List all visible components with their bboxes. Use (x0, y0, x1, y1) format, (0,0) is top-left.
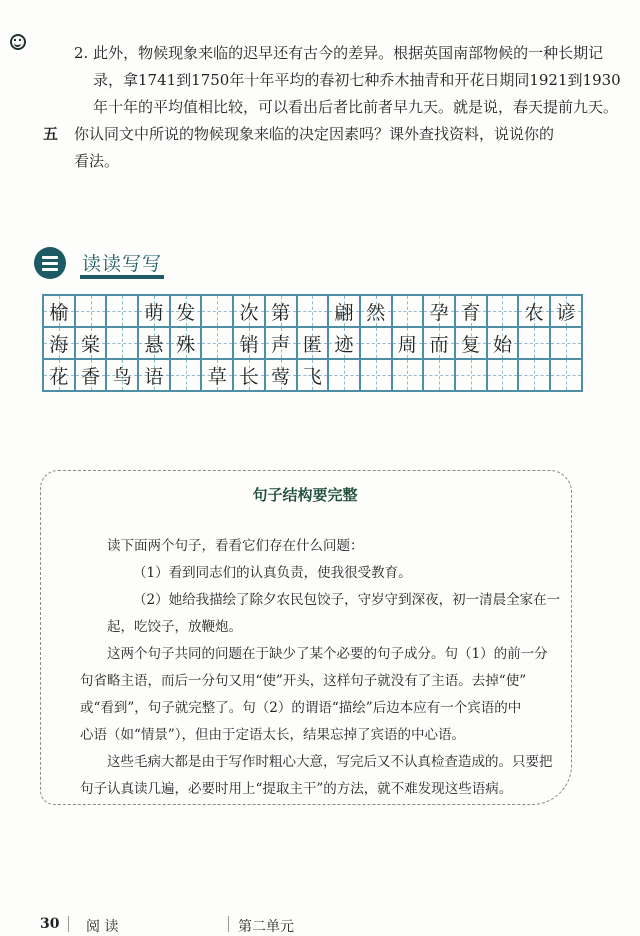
tip-line: 句子认真读几遍，必要时用上“提取主干”的方法，就不难发现这些语病。 (80, 781, 513, 797)
grid-cell (518, 359, 550, 391)
grid-char: 草 (207, 365, 227, 388)
grid-cell (360, 327, 392, 359)
grid-cell (75, 327, 107, 359)
grid-cell (43, 359, 75, 391)
grid-cell (487, 295, 519, 327)
grid-char: 悬 (144, 333, 164, 356)
grid-cell (43, 295, 75, 327)
grid-char: 殊 (176, 333, 196, 356)
grid-cell (392, 359, 424, 391)
tip-line: 或“看到”，句子就完整了。句（2）的谓语“描绘”后边本应有一个宾语的中 (80, 700, 522, 716)
tip-line: 心语（如“情景”），但由于定语太长，结果忘掉了宾语的中心语。 (80, 727, 466, 743)
grid-char: 第 (271, 301, 291, 324)
question-5-line-1: 你认同文中所说的物候现象来临的决定因素吗？课外查找资料，说说你的 (74, 125, 555, 143)
grid-char: 榆 (49, 301, 69, 324)
question-number: 五 (43, 125, 59, 143)
grid-char: 迹 (334, 333, 354, 356)
grid-cell (106, 295, 138, 327)
grid-char: 周 (397, 333, 417, 356)
item-2-line-1: 2. 此外，物候现象来临的迟早还有古今的差异。根据英国南部物候的一种长期记 (74, 44, 604, 62)
item-2-line-3: 年十年的平均值相比较，可以看出后者比前者早九天。就是说，春天提前九天。 (93, 98, 619, 116)
grid-char: 长 (239, 365, 259, 388)
grid-cell (550, 327, 582, 359)
grid-cell (487, 359, 519, 391)
grid-cell (328, 327, 360, 359)
grid-cell (106, 327, 138, 359)
grid-cell (170, 327, 202, 359)
grid-cell (392, 327, 424, 359)
page-number: 30 (40, 916, 60, 932)
tip-line: （2）她给我描绘了除夕农民包饺子，守岁守到深夜，初一清晨全家在一 (133, 592, 561, 608)
grid-char: 孕 (429, 301, 449, 324)
grid-cell (201, 359, 233, 391)
grid-char: 发 (176, 301, 196, 324)
grid-cell (455, 359, 487, 391)
grid-cell (328, 359, 360, 391)
grid-cell (455, 327, 487, 359)
grid-cell (487, 327, 519, 359)
smiley-icon (10, 34, 26, 50)
three-circle-icon (34, 247, 66, 279)
grid-cell (360, 359, 392, 391)
tip-line: 读下面两个句子，看看它们存在什么问题： (107, 538, 364, 554)
grid-cell (328, 295, 360, 327)
grid-cell (423, 327, 455, 359)
grid-cell (392, 295, 424, 327)
grid-cell (297, 295, 329, 327)
section-title: 读读写写 (82, 253, 163, 275)
grid-char: 匿 (302, 333, 322, 356)
grid-cell (455, 295, 487, 327)
footer-divider (68, 916, 69, 932)
grid-cell (265, 295, 297, 327)
grid-cell (423, 295, 455, 327)
grid-char: 海 (49, 333, 69, 356)
item-2-line-2: 录，拿1741到1750年十年平均的春初七种乔木抽青和开花日期同1921到1930 (93, 71, 621, 89)
tip-line: 这些毛病大都是由于写作时粗心大意，写完后又不认真检查造成的。只要把 (107, 754, 553, 770)
grid-cell (233, 327, 265, 359)
grid-cell (265, 359, 297, 391)
grid-cell (138, 359, 170, 391)
grid-cell (170, 359, 202, 391)
grid-cell (360, 295, 392, 327)
grid-cell (170, 295, 202, 327)
tip-line: 句省略主语，而后一分句又用“使”开头，这样句子就没有了主语。去掉“使” (80, 673, 527, 689)
writing-grid (42, 294, 583, 392)
grid-cell (75, 295, 107, 327)
grid-char: 鸟 (112, 365, 132, 388)
grid-char: 声 (271, 333, 291, 356)
grid-char: 飞 (302, 365, 322, 388)
grid-char: 始 (492, 333, 512, 356)
grid-char: 莺 (271, 365, 291, 388)
grid-cell (201, 295, 233, 327)
grid-cell (75, 359, 107, 391)
grid-char: 翩 (334, 301, 354, 324)
grid-cell (518, 295, 550, 327)
question-5-line-2: 看法。 (74, 152, 120, 170)
grid-char: 萌 (144, 301, 164, 324)
grid-cell (138, 295, 170, 327)
grid-cell (550, 359, 582, 391)
tip-line: （1）看到同志们的认真负责，使我很受教育。 (133, 565, 412, 581)
grid-cell (550, 295, 582, 327)
grid-cell (423, 359, 455, 391)
grid-char: 而 (429, 333, 449, 356)
footer-divider (228, 916, 229, 932)
grid-char: 语 (144, 365, 164, 388)
footer-section: 阅 读 (86, 919, 119, 935)
grid-cell (265, 327, 297, 359)
grid-cell (297, 359, 329, 391)
grid-char: 棠 (81, 333, 101, 356)
grid-cell (106, 359, 138, 391)
grid-char: 复 (461, 333, 481, 356)
grid-cell (233, 295, 265, 327)
grid-char: 次 (239, 301, 259, 324)
grid-cell (297, 327, 329, 359)
tip-line: 这两个句子共同的问题在于缺少了某个必要的句子成分。句（1）的前一分 (107, 646, 548, 662)
grid-char: 香 (81, 365, 101, 388)
footer-unit: 第二单元 (238, 919, 294, 935)
grid-char: 然 (366, 301, 386, 324)
grid-cell (43, 327, 75, 359)
grid-cell (518, 327, 550, 359)
grid-char: 农 (524, 301, 544, 324)
grid-char: 花 (49, 365, 69, 388)
tip-line: 起，吃饺子，放鞭炮。 (107, 619, 242, 635)
section-underline (80, 275, 164, 279)
grid-char: 谚 (556, 301, 576, 324)
grid-cell (138, 327, 170, 359)
grid-char: 销 (239, 333, 259, 356)
tip-box-title: 句子结构要完整 (252, 486, 358, 504)
grid-char: 育 (461, 301, 481, 324)
grid-cell (201, 327, 233, 359)
grid-cell (233, 359, 265, 391)
